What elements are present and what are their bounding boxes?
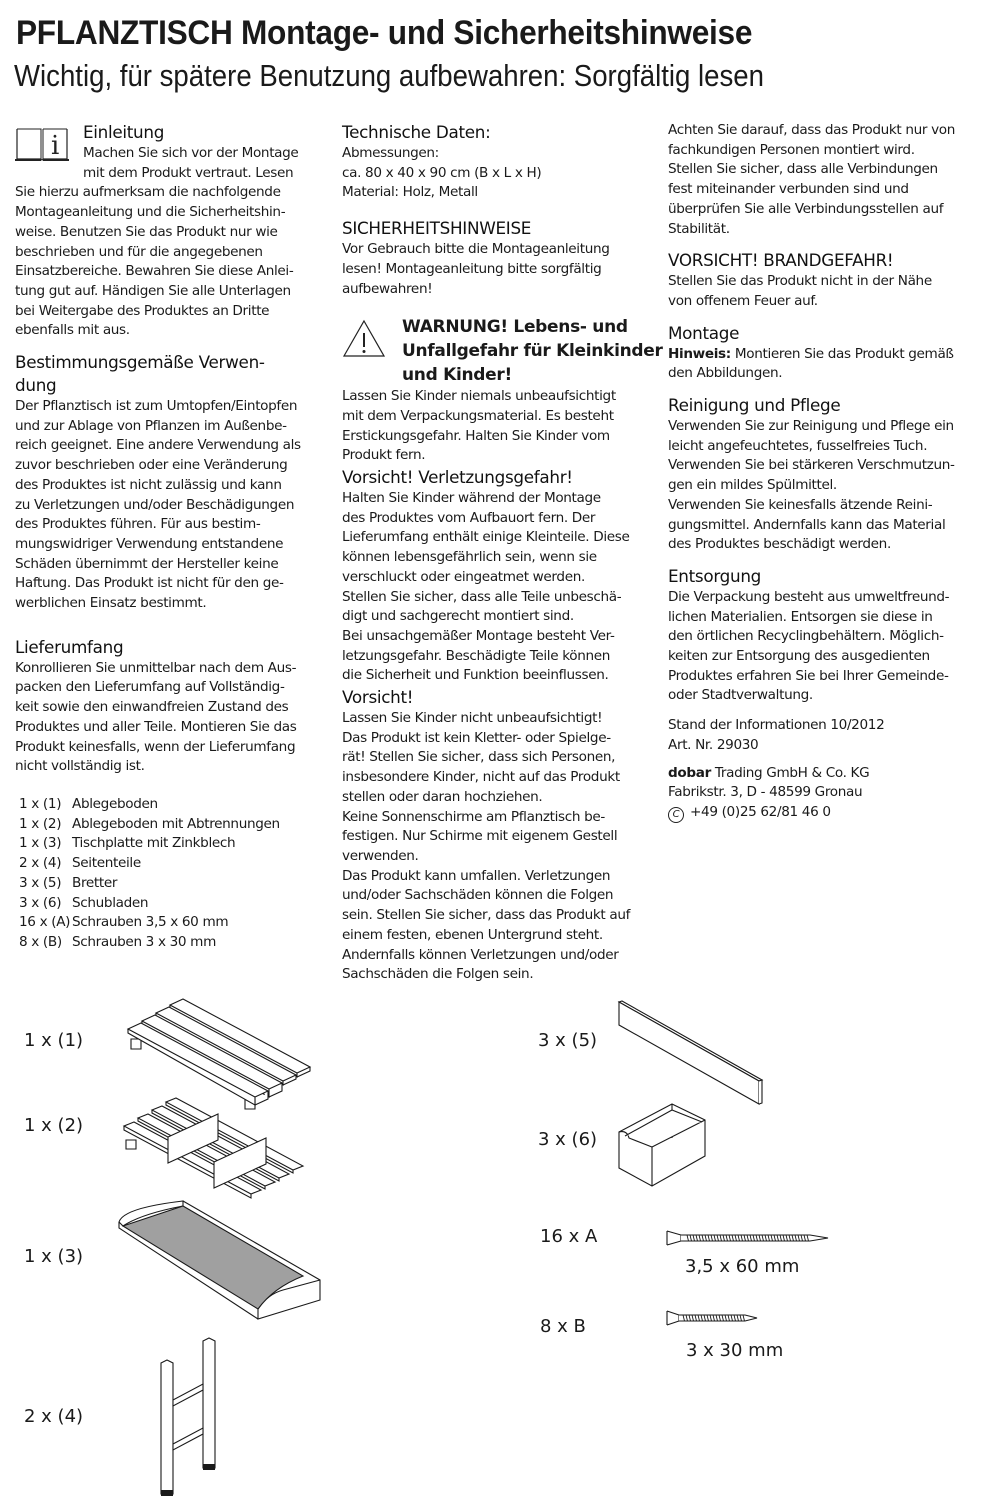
figure-label-screw-a: 16 x A <box>540 1226 598 1247</box>
safety-heading: SICHERHEITSHINWEISE <box>342 218 532 239</box>
text-line: Achten Sie darauf, dass das Produkt nur von <box>668 122 955 138</box>
text-line: des Produktes beschädigt werden. <box>668 536 891 553</box>
part-2-shelf-dividers-illustration <box>118 1090 318 1205</box>
screw-a-illustration <box>665 1229 830 1247</box>
section-company <box>668 764 988 823</box>
text-line: den örtlichen Recyclingbehältern. Möglich- <box>668 628 944 645</box>
text-line: die Sicherheit und Funktion beeinflussen. <box>342 667 609 684</box>
section-technical-data <box>342 121 654 203</box>
text-line: Haftung. Das Produkt ist nicht für den ge- <box>15 575 284 592</box>
text-line: Bei unsachgemäßer Montage besteht Ver- <box>342 627 615 644</box>
part-qty: 3 x (5) <box>19 874 62 891</box>
text-line: ca. 80 x 40 x 90 cm (B x L x H) <box>342 164 542 181</box>
parts-list-item <box>19 795 325 815</box>
warning-heading: WARNUNG! Lebens- und <box>402 317 628 338</box>
section-injury-risk <box>342 466 654 686</box>
text-line: des Produktes ist nicht zulässig und kann <box>15 476 282 493</box>
text-line: können lebensgefährlich sein, wenn sie <box>342 549 597 566</box>
frame-leg <box>161 1360 173 1494</box>
frame-leg <box>203 1338 215 1468</box>
text-line: verschluckt oder eingeatmet werden. <box>342 568 585 585</box>
text-line: Lassen Sie Kinder nicht unbeaufsichtigt! <box>342 710 603 727</box>
text-line: zuvor beschrieben oder eine Veränderung <box>15 457 288 474</box>
text-line: beschrieben und für die angegebenen <box>15 243 263 260</box>
text-line: keiten zur Entsorgung des ausgedienten <box>668 648 930 665</box>
usage-heading: Bestimmungsgemäße Verwen- <box>15 352 265 373</box>
text-line: Verwenden Sie bei stärkeren Verschmutzun- <box>668 457 955 474</box>
text-line: reich geeignet. Eine andere Verwendung als <box>15 437 301 454</box>
part-qty: 1 x (2) <box>19 815 62 832</box>
text-line: bei Weitergabe des Produktes an Dritte <box>15 302 270 319</box>
part-name: Schubladen <box>72 894 149 911</box>
section-delivery-scope <box>15 636 325 953</box>
info-book-icon <box>15 125 69 163</box>
section-caution <box>342 686 654 985</box>
column-middle <box>342 121 663 985</box>
text-line: Produkt fern. <box>342 447 426 464</box>
usage-heading-cont: dung <box>15 375 57 396</box>
phone-icon: C <box>668 807 684 823</box>
company-name-rest: Trading GmbH & Co. KG <box>710 764 870 781</box>
text-line: den Abbildungen. <box>668 365 783 382</box>
text-line: Produktes und aller Teile. Montieren Sie das <box>15 718 297 735</box>
text-line: packen den Lieferumfang auf Vollständig- <box>15 679 285 696</box>
text-line: Stellen Sie sicher, dass alle Teile unbeschä- <box>342 588 622 605</box>
figure-label-part-5: 3 x (5) <box>538 1030 598 1051</box>
parts-list-item <box>19 913 325 933</box>
part-name: Schrauben 3 x 30 mm <box>72 933 216 950</box>
text-line: Abmessungen: <box>342 145 439 161</box>
tech-heading: Technische Daten: <box>342 122 491 142</box>
text-line: Lieferumfang enthält einige Kleinteile. Diese <box>342 529 630 546</box>
text-line: festigen. Nur Schirme mit eigenem Gestell <box>342 828 618 845</box>
parts-list-item <box>19 834 325 854</box>
info-date: Stand der Informationen 10/2012 <box>668 717 885 734</box>
text-line: Andernfalls können Verletzungen und/oder <box>342 946 619 963</box>
injury-heading: Vorsicht! Verletzungsgefahr! <box>342 467 573 488</box>
article-number: Art. Nr. 29030 <box>668 736 759 753</box>
text-line: Verwenden Sie zur Reinigung und Pflege ein <box>668 418 954 435</box>
figure-label-part-6: 3 x (6) <box>538 1129 598 1150</box>
text-line: werblichen Einsatz bestimmt. <box>15 595 207 612</box>
text-line: einem festen, ebenen Untergrund steht. <box>342 926 603 943</box>
text-line: des Produktes führen. Für aus bestim- <box>15 516 261 533</box>
screw-b-size: 3 x 30 mm <box>686 1340 784 1361</box>
page-title: PFLANZTISCH Montage- und Sicherheitshinweise <box>16 14 753 52</box>
note-text: Montieren Sie das Produkt gemäß <box>730 345 954 362</box>
figure-label-part-2: 1 x (2) <box>24 1115 84 1136</box>
column-right <box>668 121 988 823</box>
screw-b-illustration <box>665 1309 760 1327</box>
text-line: überprüfen Sie alle Verbindungsstellen auf <box>668 200 944 217</box>
column-left <box>15 121 325 953</box>
text-line: des Produktes vom Aufbauort fern. Der <box>342 509 596 526</box>
section-cleaning <box>668 394 988 555</box>
part-qty: 8 x (B) <box>19 933 62 950</box>
text-line: Erstickungsgefahr. Halten Sie Kinder vom <box>342 427 610 444</box>
part-name: Seitenteile <box>72 855 141 872</box>
text-line: tung gut auf. Händigen Sie alle Unterlagen <box>15 282 291 299</box>
phone-number: +49 (0)25 62/81 46 0 <box>690 803 831 820</box>
parts-list-item <box>19 874 325 894</box>
text-line: Der Pflanztisch ist zum Umtopfen/Eintopfen <box>15 398 298 415</box>
text-line: verwenden. <box>342 847 419 864</box>
text-line: Stabilität. <box>668 220 730 237</box>
frame-foot <box>203 1464 215 1470</box>
warning-heading-cont: und Kinder! <box>402 365 512 386</box>
frame-foot <box>161 1490 173 1496</box>
section-assembly <box>668 322 988 384</box>
company-name <box>668 764 988 784</box>
screw-a-size: 3,5 x 60 mm <box>685 1256 800 1277</box>
parts-list-item <box>19 894 325 914</box>
text-line: nicht vollständig ist. <box>15 758 145 775</box>
text-line: leicht angefeuchtetes, fusselfreies Tuch. <box>668 437 928 454</box>
part-5-board-illustration <box>617 1000 767 1106</box>
text-line: mit dem Verpackungsmaterial. Es besteht <box>342 407 614 424</box>
text-line: Produkt keinesfalls, wenn der Lieferumfang <box>15 738 296 755</box>
note-label: Hinweis: <box>668 345 731 362</box>
part-qty: 1 x (3) <box>19 835 62 852</box>
figure-label-part-3: 1 x (3) <box>24 1246 84 1267</box>
assembly-heading: Montage <box>668 322 740 343</box>
company-phone <box>668 803 988 823</box>
text-line: Machen Sie sich vor der Montage <box>83 145 299 161</box>
part-qty: 1 x (1) <box>19 795 62 812</box>
text-line: Stellen Sie sicher, dass alle Verbindungen <box>668 161 938 178</box>
text-line: Vor Gebrauch bitte die Montageanleitung <box>342 241 610 258</box>
text-line: Stellen Sie das Produkt nicht in der Nähe <box>668 273 932 290</box>
figure-label-part-4: 2 x (4) <box>24 1406 84 1427</box>
text-line: keit sowie den einwandfreien Zustand des <box>15 699 289 716</box>
text-line: Konrollieren Sie unmittelbar nach dem Aus- <box>15 659 297 676</box>
text-line: rät! Stellen Sie sicher, dass sich Personen, <box>342 749 616 766</box>
text-line: Einsatzbereiche. Bewahren Sie diese Anlei- <box>15 263 294 280</box>
part-6-drawer-illustration <box>617 1102 707 1174</box>
section-intended-use <box>15 351 325 614</box>
part-name: Ablegeboden <box>72 795 158 812</box>
text-line: Montageanleitung und die Sicherheitshin- <box>15 204 286 221</box>
disposal-heading: Entsorgung <box>668 565 762 586</box>
section-introduction <box>15 121 325 341</box>
caution-heading: Vorsicht! <box>342 687 414 708</box>
text-line: Die Verpackung besteht aus umweltfreund- <box>668 588 950 605</box>
section-disposal <box>668 565 988 706</box>
svg-text:i: i <box>51 131 59 161</box>
text-line: Lassen Sie Kinder niemals unbeaufsichtigt <box>342 388 616 405</box>
text-line: Produktes erfahren Sie bei Ihrer Gemeinde- <box>668 667 949 684</box>
brand-name: dobar <box>668 764 711 781</box>
part-name: Schrauben 3,5 x 60 mm <box>72 914 229 931</box>
section-info-stand <box>668 716 988 755</box>
frame-crossbar <box>173 1428 203 1450</box>
assembly-note <box>668 345 988 365</box>
shelf-foot <box>126 1140 136 1149</box>
text-line: gen ein mildes Spülmittel. <box>668 477 837 494</box>
text-line: Das Produkt ist kein Kletter- oder Spielge- <box>342 729 611 746</box>
intro-heading: Einleitung <box>83 122 165 142</box>
text-line: Material: Holz, Metall <box>342 184 478 201</box>
parts-list <box>15 795 325 953</box>
section-safety-notes <box>342 217 654 299</box>
text-line: sein. Stellen Sie sicher, dass das Produkt auf <box>342 907 631 924</box>
text-line: mungswidriger Verwendung entstandene <box>15 535 284 552</box>
text-line: und/oder Sachschäden können die Folgen <box>342 887 614 904</box>
text-line: stellen oder daran hochziehen. <box>342 788 543 805</box>
figure-label-screw-b: 8 x B <box>540 1316 586 1337</box>
warning-heading-cont: Unfallgefahr für Kleinkinder <box>402 341 663 362</box>
text-line: digt und sachgerecht montiert sind. <box>342 608 574 625</box>
text-line: zu Verletzungen und/oder Beschädigungen <box>15 496 295 513</box>
part-name: Ablegeboden mit Abtrennungen <box>72 815 280 832</box>
text-line: gungsmittel. Andernfalls kann das Material <box>668 516 946 533</box>
parts-list-item <box>19 815 325 835</box>
text-line: Das Produkt kann umfallen. Verletzungen <box>342 867 611 884</box>
part-name: Tischplatte mit Zinkblech <box>72 835 236 852</box>
part-qty: 3 x (6) <box>19 894 62 911</box>
text-line: von offenem Feuer auf. <box>668 292 818 309</box>
part-4-side-frame-illustration <box>155 1338 225 1498</box>
text-line: Halten Sie Kinder während der Montage <box>342 490 601 507</box>
text-line: fest miteinander verbunden sind und <box>668 181 909 198</box>
text-line: weise. Benutzen Sie das Produkt nur wie <box>15 223 278 240</box>
company-address: Fabrikstr. 3, D - 48599 Gronau <box>668 784 863 801</box>
part-qty: 2 x (4) <box>19 855 62 872</box>
parts-list-item <box>19 933 325 953</box>
text-line: Schäden übernimmt der Hersteller keine <box>15 555 279 572</box>
text-line: letzungsgefahr. Beschädigte Teile können <box>342 647 611 664</box>
warning-triangle-icon <box>342 319 386 359</box>
text-line: ebenfalls mit aus. <box>15 322 130 339</box>
text-line: Sie hierzu aufmerksam die nachfolgende <box>15 184 281 201</box>
page-subtitle: Wichtig, für spätere Benutzung aufbewahren: Sorgfältig lesen <box>14 58 764 93</box>
part-qty: 16 x (A) <box>19 914 71 931</box>
part-3-tabletop-illustration <box>113 1202 325 1307</box>
section-warning <box>342 315 663 466</box>
text-line: fachkundigen Personen montiert wird. <box>668 141 915 158</box>
text-line: lichen Materialien. Entsorgen sie diese in <box>668 608 933 625</box>
text-line: oder Stadtverwaltung. <box>668 687 813 704</box>
text-line: aufbewahren! <box>342 280 433 297</box>
text-line: mit dem Produkt vertraut. Lesen <box>83 164 294 181</box>
text-line: Verwenden Sie keinesfalls ätzende Reini- <box>668 496 933 513</box>
text-line: Keine Sonnenschirme am Pflanztisch be- <box>342 808 605 825</box>
section-fire-hazard <box>668 249 988 311</box>
cleaning-heading: Reinigung und Pflege <box>668 395 841 416</box>
text-line: und zur Ablage von Pflanzen im Außenbe- <box>15 417 287 434</box>
text-line: Sachschäden die Folgen sein. <box>342 966 534 983</box>
part-name: Bretter <box>72 874 118 891</box>
board-face <box>619 1002 759 1104</box>
figure-label-part-1: 1 x (1) <box>24 1030 84 1051</box>
frame-crossbar <box>173 1384 203 1406</box>
shelf-foot <box>131 1039 141 1049</box>
fire-heading: VORSICHT! BRANDGEFAHR! <box>668 250 894 271</box>
parts-list-item <box>19 854 325 874</box>
delivery-heading: Lieferumfang <box>15 636 124 657</box>
text-line: insbesondere Kinder, nicht auf das Produkt <box>342 769 620 786</box>
text-line: lesen! Montageanleitung bitte sorgfältig <box>342 260 602 277</box>
section-expert-assembly <box>668 121 988 239</box>
